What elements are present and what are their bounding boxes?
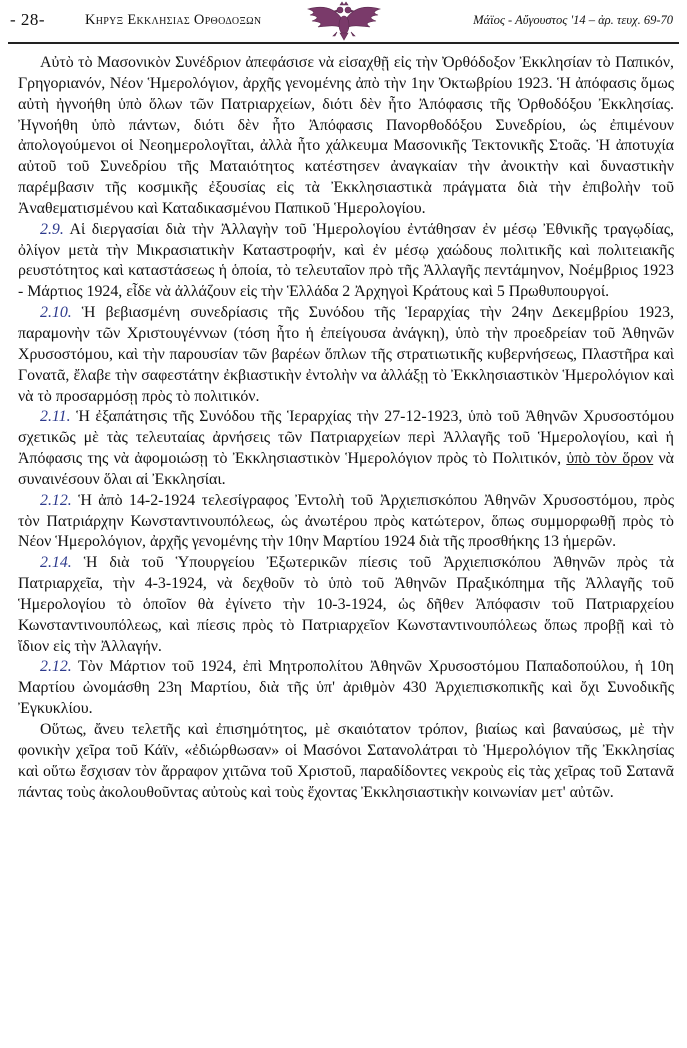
paragraph-2-10 bbox=[18, 303, 674, 407]
journal-title: Κηρυξ Εκκλησιας Ορθοδοξων bbox=[85, 12, 262, 28]
double-headed-eagle-icon bbox=[304, 1, 384, 41]
section-number: 2.14. bbox=[40, 554, 72, 572]
section-number: 2.12. bbox=[40, 491, 72, 509]
paragraph-2-14 bbox=[18, 553, 674, 657]
paragraph-2-9 bbox=[18, 220, 674, 303]
paragraph-text: Τὸν Μάρτιον τοῦ 1924, ἐπὶ Μητροπολίτου Ἀθηνῶν Χρυσοστόμου Παπαδοπούλου, ἡ 10η Μαρτίου ὠνομάσθη 23η Μαρτίου, διὰ τῆς ὑπ' ἀριθμὸν 430 Ἀρχιεπισκοπικῆς καὶ ὄχι Συνοδικῆς Ἐγκυκλίου. bbox=[18, 658, 674, 718]
section-number: 2.10. bbox=[40, 304, 72, 322]
paragraph-text: Ἡ ἐξαπάτησις τῆς Συνόδου τῆς Ἱεραρχίας τὴν 27-12-1923, ὑπὸ τοῦ Ἀθηνῶν Χρυσοστόμου σχετικῶς μὲ τὰς τελευταίας ἀρνήσεις τῶν Πατριαρχείων περὶ Ἀλλαγῆς τοῦ Ἡμερολογίου, καὶ ἡ Ἀπόφασις της νὰ ἀφομοιώσῃ τὸ Ἐκκλησιαστικὸν Ἡμερολόγιον πρὸς τὸ Πολιτικόν, bbox=[18, 408, 674, 468]
article-body bbox=[18, 53, 674, 803]
paragraph-text: Αὐτὸ τὸ Μασονικὸν Συνέδριον ἀπεφάσισε νὰ εἰσαχθῇ εἰς τὴν Ὀρθόδοξον Ἐκκλησίαν τὸ Παπικόν, Γρηγοριανόν, Νέον Ἡμερολόγιον, ἀρχῆς γενομένης ἀπὸ τὴν 1ην Ὀκτωβρίου 1923. Ἡ ἀπόφασις ὅμως αὐτὴ ἠγνοήθη ὑπὸ ὅλων τῶν Πατριαρχείων, διότι δὲν ἦτο Ἀπόφασις τῆς Ὀρθοδόξου Ἐκκλησίας. Ἠγνοήθη ὑπὸ πάντων, διότι δὲν ἦτο Ἀπόφασις Πανορθοδόξου Συνεδρίου, ὡς ἐπιμένουν ἀπολογούμενοι οἱ Νεοημερολογῖται, ἀλλὰ ἦτο χάλκευμα Μασονικῆς Τεκτονικῆς Στοᾶς. Ἡ ἀποτυχία αὐτοῦ τοῦ Συνεδρίου τῆς Ματαιότητος κατέστησεν ἀναγκαίαν τὴν ἀνοικτὴν καὶ δυναστικὴν παρέμβασιν τῆς κοσμικῆς ἐξουσίας εἰς τὰ Ἐκκλησιαστικὰ πράγματα διὰ τὴν ἐπιβολὴν τοῦ Ἀναθεματισμένου καὶ Καταδικασμένου Παπικοῦ Ἡμερολογίου. bbox=[18, 54, 674, 217]
paragraph-1 bbox=[18, 53, 674, 220]
page-number: - 28- bbox=[10, 10, 46, 29]
paragraph-final bbox=[18, 720, 674, 803]
paragraph-text: Ἡ βεβιασμένη συνεδρίασις τῆς Συνόδου τῆς Ἱεραρχίας τὴν 24ην Δεκεμβρίου 1923, παραμονὴν τῶν Χριστουγέννων (τόση ἦτο ἡ ἐπείγουσα ἀνάγκη), ὑπὸ τὴν προεδρείαν τοῦ Ἀθηνῶν Χρυσοστόμου, καὶ τὴν παρουσίαν τῶν βαρέων ὅπλων τῆς στρατιωτικῆς κυβερνήσεως, Πλαστῆρα καὶ Γονατᾶ, ἔλαβε τὴν σαφεστάτην ἐκβιαστικὴν ἐντολὴν να ἀλλάξῃ τὸ Ἐκκλησιαστικὸν Ἡμερολόγιον καὶ νὰ τὸ προσαρμόσῃ πρὸς τὸ πολιτικόν. bbox=[18, 304, 674, 405]
paragraph-text-after: νὰ συναινέσουν ὅλαι αἱ Ἐκκλησίαι. bbox=[18, 450, 674, 488]
paragraph-2-11 bbox=[18, 407, 674, 490]
paragraph-2-12b bbox=[18, 657, 674, 720]
issue-info: Μάϊος - Αὔγουστος '14 – ἀρ. τευχ. 69-70 bbox=[473, 13, 673, 27]
paragraph-text: Αἱ διεργασίαι διὰ τὴν Ἀλλαγὴν τοῦ Ἡμερολογίου ἐντάθησαν ἐν μέσῳ Ἐθνικῆς τραγῳδίας, ὀλίγον μετὰ τὴν Μικρασιατικὴν Καταστροφήν, καὶ ἐν μέσῳ χαώδους πολιτικῆς καὶ πολιτειακῆς ρευστότητος καὶ καταστάσεως ἡ ὁποία, τὸ τελευταῖον πρὸ τῆς Ἀλλαγῆς πεντάμηνον, Νοέμβριος 1923 - Μάρτιος 1924, εἶδε νὰ ἀλλάζουν εἰς τὴν Ἑλλάδα 2 Ἀρχηγοὶ Κράτους καὶ 5 Πρωθυπουργοί. bbox=[18, 220, 674, 301]
paragraph-text: Ἡ ἀπὸ 14-2-1924 τελεσίγραφος Ἐντολὴ τοῦ Ἀρχιεπισκόπου Ἀθηνῶν Χρυσοστόμου, πρὸς τὸν Πατριάρχην Κωνσταντινουπόλεως, ὡς ἀνωτέρου πρὸς κατώτερον, ὅπως συμμορφωθῇ πρὸς τὸ Νέον Ἡμερολόγιον, ἀρχῆς γενομένης τὴν 10ην Μαρτίου 1924 διὰ τῆς προσθήκης 13 ἡμερῶν. bbox=[18, 491, 674, 551]
header-rule bbox=[8, 42, 679, 44]
paragraph-text: Ἡ διὰ τοῦ Ὑπουργείου Ἐξωτερικῶν πίεσις τοῦ Ἀρχιεπισκόπου Ἀθηνῶν πρὸς τὰ Πατριαρχεῖα, τὴν 4-3-1924, νὰ δεχθοῦν τὸ ὑπὸ τοῦ Ἀθηνῶν Πραξικόπημα τῆς Ἀλλαγῆς τοῦ Ἡμερολογίου τὸ ὁποῖον θὰ ἐγίνετο τὴν 10-3-1924, ὡς δῆθεν Ἀπόφασιν τοῦ Πατριαρχείου Κωνσταντινουπόλεως, καὶ πίεσις πρὸς τὸ Πατριαρχεῖον Κωνσταντινουπόλεως ὅπως προβῇ καὶ τὸ ἴδιον εἰς τὴν Ἀλλαγήν. bbox=[18, 554, 674, 655]
section-number: 2.12. bbox=[40, 658, 72, 676]
section-number: 2.9. bbox=[40, 220, 64, 238]
underlined-phrase: ὑπὸ τὸν ὅρον bbox=[566, 450, 654, 468]
page-header bbox=[0, 0, 687, 46]
paragraph-2-12 bbox=[18, 491, 674, 554]
paragraph-text: Οὕτως, ἄνευ τελετῆς καὶ ἐπισημότητος, μὲ σκαιότατον τρόπον, βιαίως καὶ βαναύσως, μὲ τὴν φονικὴν χεῖρα τοῦ Κάϊν, «ἐδιώρθωσαν» οἱ Μασόνοι Σατανολάτραι τὸ Ἡμερολόγιον τῆς Ἐκκλησίας καὶ οὕτω ἔσχισαν τὸν ἄρραφον χιτῶνα τοῦ Χριστοῦ, παραδίδοντες νεκροὺς εἰς τὰς χεῖρας τοῦ Σατανᾶ πάντας τοὺς ἀκολουθοῦντας αὐτοὺς καὶ τοὺς ἔχοντας Ἐκκλησιαστικὴν κοινωνίαν μετ' αὐτῶν. bbox=[18, 721, 674, 801]
section-number: 2.11. bbox=[40, 408, 71, 426]
